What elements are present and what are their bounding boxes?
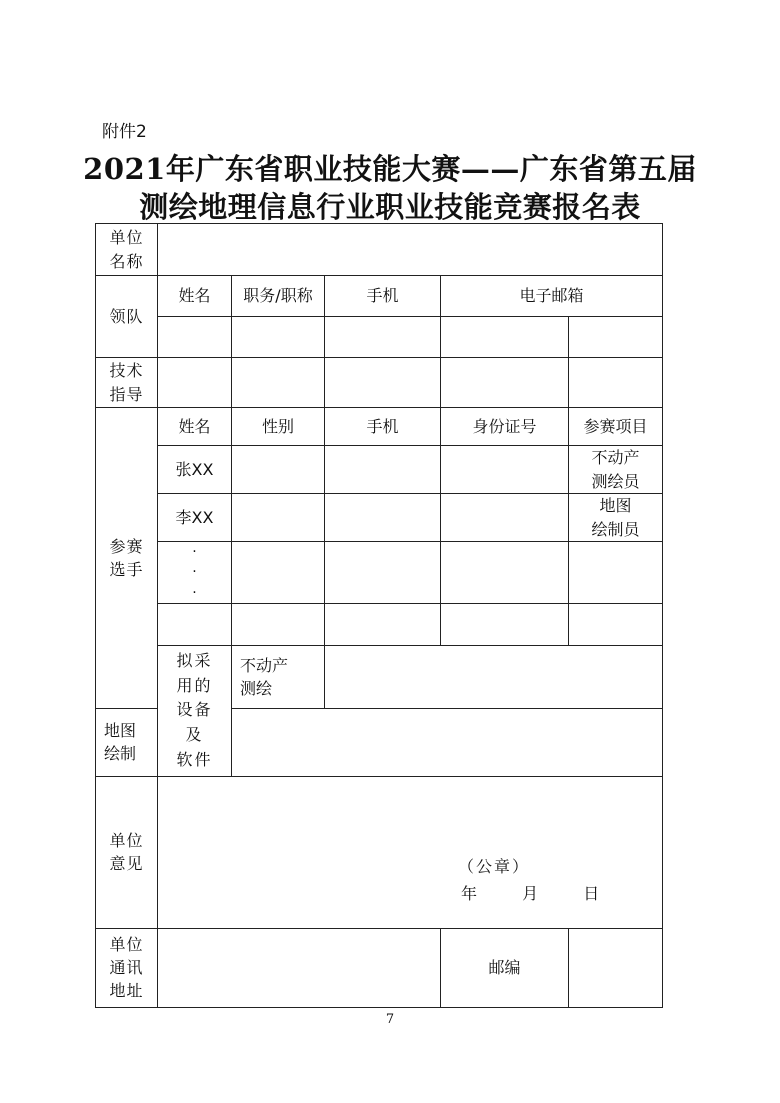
contestant-header-gender: 性别 bbox=[232, 408, 325, 446]
equipment-real-estate-field[interactable] bbox=[325, 645, 663, 708]
equipment-map-field[interactable] bbox=[232, 708, 663, 776]
contestant-name-field[interactable] bbox=[158, 603, 232, 645]
leader-header-phone: 手机 bbox=[325, 276, 441, 317]
leader-header-email: 电子邮箱 bbox=[441, 276, 663, 317]
address-label: 单位 通讯 地址 bbox=[96, 928, 158, 1007]
tech-guide-extra-field[interactable] bbox=[569, 358, 663, 408]
contestant-name: 李XX bbox=[158, 494, 232, 542]
address-field[interactable] bbox=[158, 928, 441, 1007]
postcode-field[interactable] bbox=[569, 928, 663, 1007]
contestant-name: 张XX bbox=[158, 446, 232, 494]
table-row bbox=[96, 542, 663, 604]
postcode-label: 邮编 bbox=[441, 928, 569, 1007]
table-row bbox=[96, 603, 663, 645]
seal-text: （公章） bbox=[458, 856, 531, 876]
contestant-phone-field[interactable] bbox=[325, 542, 441, 604]
tech-guide-name-field[interactable] bbox=[158, 358, 232, 408]
contestant-phone-field[interactable] bbox=[325, 446, 441, 494]
equipment-item-real-estate: 不动产 测绘 bbox=[232, 645, 325, 708]
unit-name-label: 单位 名称 bbox=[96, 224, 158, 276]
contestant-id-field[interactable] bbox=[441, 603, 569, 645]
form-title-line-2: 测绘地理信息行业职业技能竞赛报名表 bbox=[139, 190, 641, 224]
tech-guide-label: 技术 指导 bbox=[96, 358, 158, 408]
ellipsis-vertical: · · · bbox=[158, 542, 232, 604]
contestant-phone-field[interactable] bbox=[325, 494, 441, 542]
contestant-id-field[interactable] bbox=[441, 494, 569, 542]
leader-phone-field[interactable] bbox=[325, 317, 441, 358]
contestant-project-field[interactable] bbox=[569, 603, 663, 645]
registration-form bbox=[95, 223, 663, 1008]
leader-email-field[interactable] bbox=[441, 317, 569, 358]
table-row bbox=[96, 494, 663, 542]
date-line bbox=[461, 882, 599, 905]
leader-title-field[interactable] bbox=[232, 317, 325, 358]
contestant-header-project: 参赛项目 bbox=[569, 408, 663, 446]
leader-header-title: 职务/职称 bbox=[232, 276, 325, 317]
contestant-header-phone: 手机 bbox=[325, 408, 441, 446]
contestant-id-field[interactable] bbox=[441, 542, 569, 604]
leader-label: 领队 bbox=[96, 276, 158, 358]
contestants-label: 参赛 选手 bbox=[96, 408, 158, 709]
unit-opinion-field[interactable] bbox=[158, 776, 663, 928]
tech-guide-email-field[interactable] bbox=[441, 358, 569, 408]
equipment-label: 拟采 用的 设备 及 软件 bbox=[158, 645, 232, 776]
equipment-item-map: 地图 绘制 bbox=[96, 708, 158, 776]
table-row bbox=[96, 446, 663, 494]
contestant-gender-field[interactable] bbox=[232, 603, 325, 645]
contestant-id-field[interactable] bbox=[441, 446, 569, 494]
unit-opinion-label: 单位 意见 bbox=[96, 776, 158, 928]
contestant-header-id: 身份证号 bbox=[441, 408, 569, 446]
leader-email-field-2[interactable] bbox=[569, 317, 663, 358]
date-month: 月 bbox=[522, 883, 539, 903]
contestant-gender-field[interactable] bbox=[232, 446, 325, 494]
contestant-project: 地图 绘制员 bbox=[569, 494, 663, 542]
form-title-line-1: 2021年广东省职业技能大赛——广东省第五届 bbox=[83, 152, 697, 186]
date-year: 年 bbox=[461, 883, 478, 903]
contestant-gender-field[interactable] bbox=[232, 542, 325, 604]
date-day: 日 bbox=[583, 883, 600, 903]
contestant-phone-field[interactable] bbox=[325, 603, 441, 645]
contestant-project-field[interactable] bbox=[569, 542, 663, 604]
leader-name-field[interactable] bbox=[158, 317, 232, 358]
attachment-label: 附件2 bbox=[102, 122, 147, 142]
page-number: 7 bbox=[385, 1012, 395, 1027]
contestant-header-name: 姓名 bbox=[158, 408, 232, 446]
leader-header-name: 姓名 bbox=[158, 276, 232, 317]
unit-name-field[interactable] bbox=[158, 224, 663, 276]
tech-guide-title-field[interactable] bbox=[232, 358, 325, 408]
contestant-gender-field[interactable] bbox=[232, 494, 325, 542]
tech-guide-phone-field[interactable] bbox=[325, 358, 441, 408]
contestant-project: 不动产 测绘员 bbox=[569, 446, 663, 494]
